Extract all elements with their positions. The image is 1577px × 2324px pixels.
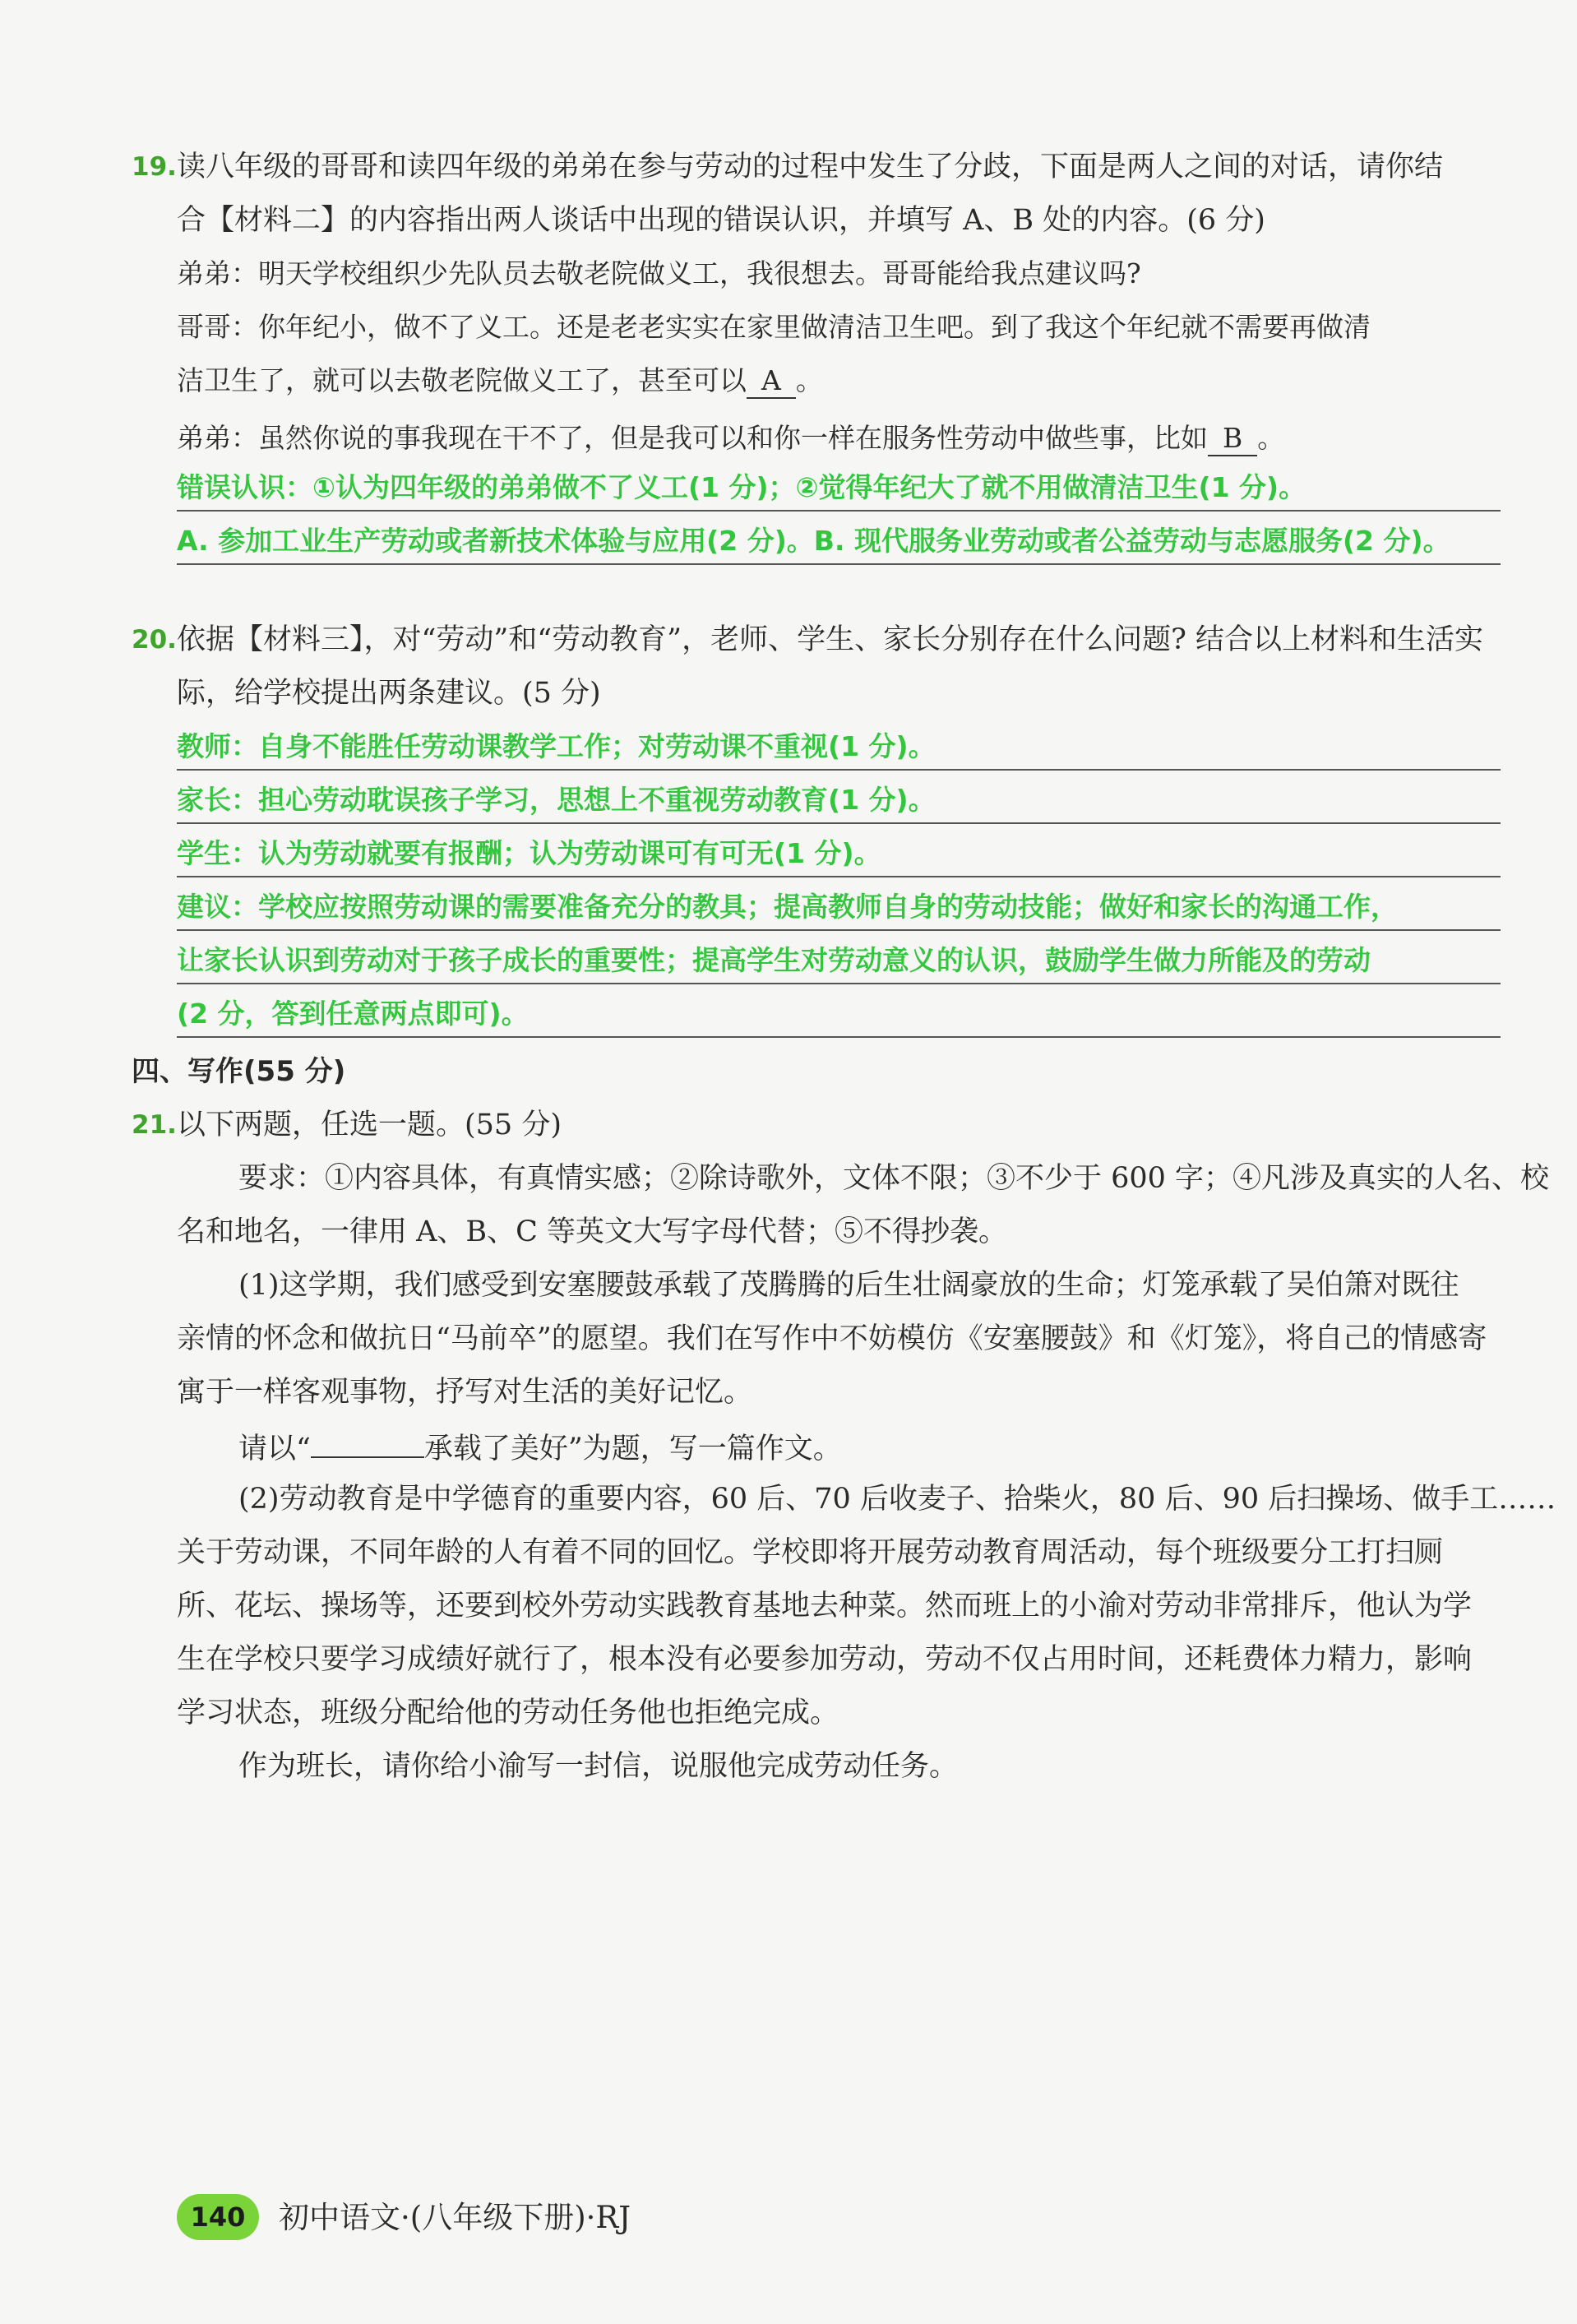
q20-answer-parent: 家长：担心劳动耽误孩子学习，思想上不重视劳动教育(1 分)。 [177,781,1501,824]
section-title-writing: 四、写作(55 分) [132,1055,346,1088]
q20-answer-student: 学生：认为劳动就要有报酬；认为劳动课可有可无(1 分)。 [177,835,1501,877]
book-title: 初中语文·(八年级下册)·RJ [279,2200,631,2235]
q20-line-2: 际，给学校提出两条建议。(5 分) [177,677,601,710]
q19-dialog-3-text: 洁卫生了，就可以去敬老院做义工了，甚至可以 [177,364,747,396]
q21-prompt2-line-1: (2)劳动教育是中学德育的重要内容，60 后、70 后收麦子、拾柴火，80 后、90 后扫操场、做手工…… [238,1483,1556,1516]
q21-prompt1-line-4 [238,1427,1501,1468]
question-number-19: 19. [132,152,177,182]
q19-dialog-3-end: 。 [795,364,823,396]
q19-line-1: 读八年级的哥哥和读四年级的弟弟在参与劳动的过程中发生了分歧，下面是两人之间的对话，请你结 [177,150,1444,183]
q19-line-2: 合【材料二】的内容指出两人谈话中出现的错误认识，并填写 A、B 处的内容。(6 分) [177,204,1265,237]
q21-prompt2-line-3: 所、花坛、操场等，还要到校外劳动实践教育基地去种菜。然而班上的小渝对劳动非常排斥，他认为学 [177,1590,1473,1623]
q20-line-1: 依据【材料三】，对“劳动”和“劳动教育”，老师、学生、家长分别存在什么问题? 结合以上材料和生活实 [177,623,1483,656]
q21-prompt2-line-2: 关于劳动课，不同年龄的人有着不同的回忆。学校即将开展劳动教育周活动，每个班级要分工打扫厕 [177,1536,1444,1569]
question-number-21: 21. [132,1110,177,1140]
q19-dialog-2: 哥哥：你年纪小，做不了义工。还是老老实实在家里做清洁卫生吧。到了我这个年纪就不需要再做清 [177,311,1371,343]
q20-answer-suggestion-3: (2 分，答到任意两点即可)。 [177,995,1501,1038]
q19-dialog-1: 弟弟：明天学校组织少先队员去敬老院做义工，我很想去。哥哥能给我点建议吗? [177,257,1141,289]
q19-dialog-4-text: 弟弟：虽然你说的事我现在干不了，但是我可以和你一样在服务性劳动中做些事，比如 [177,422,1208,454]
title-prompt-close: 承载了美好”为题，写一篇作文。 [423,1433,842,1465]
q19-answer-2: A. 参加工业生产劳动或者新技术体验与应用(2 分)。B. 现代服务业劳动或者公益劳动与志愿服务(2 分)。 [177,522,1501,565]
blank-a: A [747,364,796,399]
blank-b: B [1208,422,1257,456]
q21-prompt1-line-3: 寓于一样客观事物，抒写对生活的美好记忆。 [177,1376,753,1409]
q21-requirements-2: 名和地名，一律用 A、B、C 等英文大写字母代替；⑤不得抄袭。 [177,1215,1008,1248]
q21-line-1: 以下两题，任选一题。(55 分) [177,1109,562,1141]
q21-prompt1-line-2: 亲情的怀念和做抗日“马前卒”的愿望。我们在写作中不妨模仿《安塞腰鼓》和《灯笼》，将自己的情感寄 [177,1322,1487,1355]
q20-answer-suggestion-1: 建议：学校应按照劳动课的需要准备充分的教具；提高教师自身的劳动技能；做好和家长的沟通工作， [177,888,1501,931]
page-number-badge: 140 [177,2194,259,2240]
q19-dialog-4 [177,419,1501,457]
q21-prompt1-line-1: (1)这学期，我们感受到安塞腰鼓承载了茂腾腾的后生壮阔豪放的生命；灯笼承载了吴伯箫对既往 [238,1269,1459,1302]
q21-prompt2-line-4: 生在学校只要学习成绩好就行了，根本没有必要参加劳动，劳动不仅占用时间，还耗费体力精力，影响 [177,1643,1473,1676]
q19-dialog-4-end: 。 [1257,422,1285,454]
q21-prompt2-line-5: 学习状态，班级分配给他的劳动任务他也拒绝完成。 [177,1697,839,1729]
q20-answer-teacher: 教师：自身不能胜任劳动课教学工作；对劳动课不重视(1 分)。 [177,728,1501,771]
q21-requirements-1: 要求：①内容具体，有真情实感；②除诗歌外，文体不限；③不少于 600 字；④凡涉及真实的人名、校 [238,1162,1550,1195]
q19-dialog-3 [177,362,1501,400]
q20-answer-suggestion-2: 让家长认识到劳动对于孩子成长的重要性；提高学生对劳动意义的认识，鼓励学生做力所能及的劳动 [177,942,1501,984]
title-blank [311,1427,424,1458]
title-prompt-open: 请以“ [238,1433,311,1465]
question-number-20: 20. [132,625,177,655]
q19-answer-1: 错误认识：①认为四年级的弟弟做不了义工(1 分)；②觉得年纪大了就不用做清洁卫生(1 分)。 [177,469,1501,512]
q21-prompt2-line-6: 作为班长，请你给小渝写一封信，说服他完成劳动任务。 [238,1750,959,1783]
